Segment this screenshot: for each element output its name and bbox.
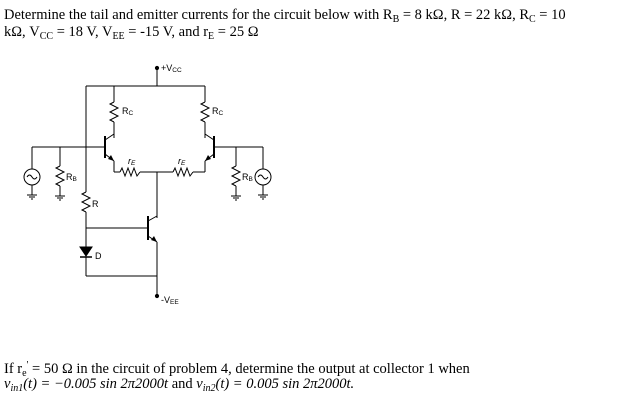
vin2-symbol: v xyxy=(196,376,203,392)
problem-text-2b: = 18 V, V xyxy=(53,24,113,40)
vcc-label: +VCC xyxy=(161,63,182,74)
rc2-label: RC xyxy=(212,106,224,117)
re2-label: rE xyxy=(178,156,186,167)
vee-label: -VEE xyxy=(161,295,179,306)
rb1-label: RB xyxy=(66,172,77,183)
problem-text-2d: = 25 Ω xyxy=(214,24,259,40)
problem-text-1c: = 10 xyxy=(535,7,566,23)
question-text-1a: If r xyxy=(4,361,23,377)
problem-statement-line-2 xyxy=(4,23,259,46)
vin2-expression: (t) = 0.005 sin 2π2000t. xyxy=(215,376,355,392)
r-label: R xyxy=(92,199,99,209)
vcc-subscript: CC xyxy=(39,31,54,42)
vin1-subscript: in1 xyxy=(10,383,24,394)
question-line-2 xyxy=(4,375,354,398)
re1-label: rE xyxy=(128,156,136,167)
vin2-subscript: in2 xyxy=(202,383,216,394)
rb-subscript: B xyxy=(392,14,400,25)
problem-text-1b: = 8 kΩ, R = 22 kΩ, R xyxy=(399,7,529,23)
rb2-label: RB xyxy=(242,172,253,183)
and-word: and xyxy=(168,376,197,392)
diode-label: D xyxy=(95,251,102,261)
problem-text-1a: Determine the tail and emitter currents for the circuit below with R xyxy=(4,7,393,23)
re-subscript: E xyxy=(208,31,215,42)
question-text-1b: = 50 Ω in the circuit of problem 4, determine the output at collector 1 when xyxy=(28,361,470,377)
re-prime-subscript: e xyxy=(22,368,27,379)
vee-subscript: EE xyxy=(112,31,125,42)
differential-amplifier-circuit xyxy=(0,48,300,306)
problem-text-2c: = -15 V, and r xyxy=(124,24,209,40)
vin1-symbol: v xyxy=(4,376,11,392)
vin1-expression: (t) = −0.005 sin 2π2000t xyxy=(23,376,169,392)
rc-subscript: C xyxy=(528,14,536,25)
problem-text-2a: kΩ, V xyxy=(4,24,40,40)
rc1-label: RC xyxy=(122,106,134,117)
re-prime-mark: ' xyxy=(26,360,29,371)
